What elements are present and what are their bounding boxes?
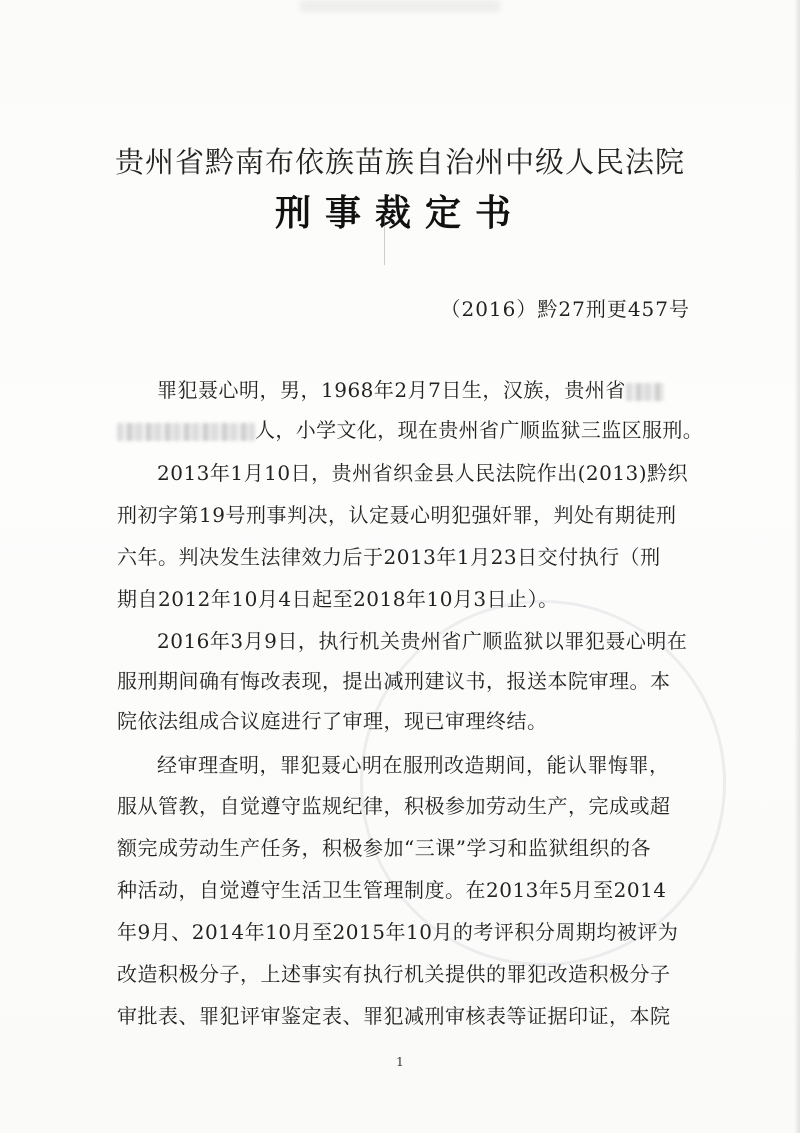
body-text: 院依法组成合议庭进行了审理，现已审理终结。	[117, 709, 548, 733]
body-text: 人，小学文化，现在贵州省广顺监狱三监区服刑。	[255, 418, 704, 442]
body-text: 六年。判决发生法律效力后于2013年1月23日交付执行（刑	[117, 545, 661, 569]
body-text: 服从管教，自觉遵守监规纪律，积极参加劳动生产，完成或超	[117, 794, 671, 818]
case-number: （2016）黔27刑更457号	[440, 297, 690, 321]
fold-mark	[384, 215, 385, 265]
body-line	[117, 874, 702, 903]
body-line	[157, 749, 702, 778]
body-text: 年9月、2014年10月至2015年10月的考评积分周期均被评为	[117, 920, 679, 944]
body-text: 刑初字第19号刑事判决，认定聂心明犯强奸罪，判处有期徒刑	[117, 503, 677, 527]
body-text: 额完成劳动生产任务，积极参加“三课”学习和监狱组织的各	[117, 836, 651, 860]
body-line	[117, 541, 702, 570]
redacted-text	[626, 383, 664, 401]
court-name: 贵州省黔南布依族苗族自治州中级人民法院	[114, 145, 685, 179]
body-line	[117, 1000, 702, 1029]
body-line	[117, 499, 702, 528]
body-text: 服刑期间确有悔改表现，提出减刑建议书，报送本院审理。本	[117, 669, 671, 693]
page-number: 1	[396, 1055, 404, 1069]
body-text: 审批表、罪犯评审鉴定表、罪犯减刑审核表等证据印证，本院	[117, 1004, 671, 1028]
body-line	[117, 790, 702, 819]
document-title: 刑事裁定书	[274, 192, 525, 234]
body-text: 2016年3月9日，执行机关贵州省广顺监狱以罪犯聂心明在	[157, 629, 688, 653]
body-line	[117, 832, 702, 861]
body-line	[157, 625, 702, 654]
body-line	[117, 665, 702, 694]
body-text: 经审理查明，罪犯聂心明在服刑改造期间，能认罪悔罪，	[157, 753, 670, 777]
redacted-text	[117, 423, 255, 441]
body-line	[117, 916, 702, 945]
body-line	[117, 583, 702, 612]
body-text: 罪犯聂心明，男，1968年2月7日生，汉族，贵州省	[157, 378, 626, 402]
body-text: 种活动，自觉遵守生活卫生管理制度。在2013年5月至2014	[117, 878, 667, 902]
body-text: 改造积极分子，上述事实有执行机关提供的罪犯改造积极分子	[117, 962, 671, 986]
body-line	[157, 374, 702, 403]
body-line	[117, 705, 702, 734]
scan-smudge	[300, 0, 500, 12]
body-line	[157, 457, 702, 486]
body-line	[117, 414, 702, 443]
body-text: 2013年1月10日，贵州省织金县人民法院作出(2013)黔织	[157, 461, 689, 485]
body-text: 期自2012年10月4日起至2018年10月3日止）。	[117, 587, 559, 611]
body-line	[117, 958, 702, 987]
